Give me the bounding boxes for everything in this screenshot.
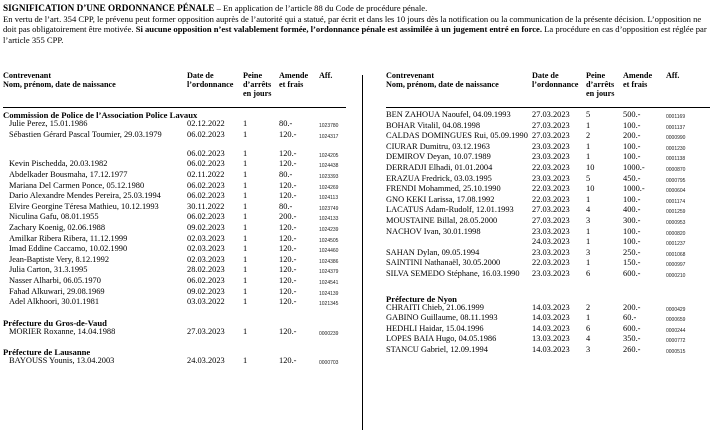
- arrest-days: 10: [586, 184, 595, 194]
- header-peine-3: en jours: [586, 89, 615, 98]
- header-amende-2: et frais: [623, 80, 648, 89]
- case-code: 0000990: [666, 135, 686, 142]
- case-code: 0000604: [666, 188, 686, 195]
- case-code: 1024460: [319, 248, 339, 255]
- case-code: 0001230: [666, 145, 686, 152]
- contravener-name: ERAZUA Fredrick, 03.03.1995: [386, 173, 492, 183]
- fine-amount: 120.-: [279, 148, 297, 158]
- contravener-name: Jean-Baptiste Very, 8.12.1992: [9, 254, 110, 264]
- table-row: [3, 277, 346, 288]
- order-date: 23.03.2023: [532, 173, 570, 183]
- table-row: [3, 224, 346, 235]
- table-row: [3, 131, 346, 150]
- table-row: [3, 120, 346, 131]
- arrest-days: 1: [243, 222, 248, 232]
- case-code: 1023393: [319, 173, 339, 180]
- order-date: 27.03.2023: [532, 215, 570, 225]
- case-code: 1024113: [319, 195, 339, 202]
- order-date: 27.03.2023: [532, 131, 570, 141]
- contravener-name: LACATUS Adam-Rudolf, 12.01.1993: [386, 205, 514, 215]
- order-date: 06.02.2023: [187, 212, 225, 222]
- arrest-days: 3: [586, 344, 591, 354]
- contravener-name: CALDAS DOMINGUES Rui, 05.09.1990: [386, 131, 528, 141]
- arrest-days: 2: [586, 302, 591, 312]
- fine-amount: 80.-: [279, 201, 293, 211]
- header-peine-1: Peine: [586, 71, 606, 80]
- order-date: 02.03.2023: [187, 254, 225, 264]
- case-code: 1024438: [319, 163, 339, 170]
- case-code: 0001068: [666, 251, 686, 258]
- arrest-days: 1: [243, 159, 248, 169]
- order-date: 06.02.2023: [187, 129, 225, 139]
- arrest-days: 3: [586, 215, 591, 225]
- arrest-days: 1: [586, 226, 591, 236]
- fine-amount: 300.-: [623, 215, 641, 225]
- order-date: 09.02.2023: [187, 286, 225, 296]
- fine-amount: 100.-: [623, 152, 641, 162]
- order-date: 06.02.2023: [187, 191, 225, 201]
- contravener-name: SAINTINI Nathanaël, 30.05.2000: [386, 258, 501, 268]
- order-date: 22.03.2023: [532, 194, 570, 204]
- case-code: 0001138: [666, 156, 686, 163]
- column-divider: [362, 75, 363, 430]
- notice-paragraph: En vertu de l’art. 354 CPP, le prévenu peut former opposition auprès de l’autorité qui a statué, par écrit et dans les 10 jours dès la notification ou la communication de la présente décision. L’opposition ne doit pas obligatoirement être motivée.: [3, 13, 702, 35]
- contravener-name: Kevin Pischedda, 20.03.1982: [9, 159, 108, 169]
- order-date: 28.02.2023: [187, 265, 225, 275]
- case-code: 1024541: [319, 279, 339, 286]
- order-date: 14.03.2023: [532, 344, 570, 354]
- arrest-days: 1: [243, 201, 248, 211]
- fine-amount: 120.-: [279, 356, 297, 366]
- arrest-days: 1: [243, 129, 248, 139]
- header-peine-1: Peine: [243, 71, 263, 80]
- contravener-name: Imad Eddine Caccamo, 10.02.1990: [9, 244, 128, 254]
- case-code: 0001259: [666, 209, 686, 216]
- contravener-name: MORIER Roxanne, 14.04.1988: [9, 326, 116, 336]
- fine-amount: 120.-: [279, 265, 297, 275]
- fine-amount: 100.-: [623, 120, 641, 130]
- arrest-days: 1: [243, 119, 248, 128]
- fine-amount: 120.-: [279, 129, 297, 139]
- arrest-days: 1: [586, 141, 591, 151]
- fine-amount: 120.-: [279, 254, 297, 264]
- case-code: 1021345: [319, 301, 339, 308]
- contravener-name: Julia Carton, 31.3.1995: [9, 265, 88, 275]
- order-date: 13.03.2023: [532, 334, 570, 344]
- fine-amount: 120.-: [279, 244, 297, 254]
- arrest-days: 1: [586, 152, 591, 162]
- arrest-days: 1: [586, 237, 591, 247]
- fine-amount: 1000.-: [623, 162, 645, 172]
- fine-amount: 200.-: [623, 302, 641, 312]
- header-rule: [3, 107, 346, 108]
- arrest-days: 4: [586, 205, 591, 215]
- case-code: 0000870: [666, 166, 686, 173]
- case-code: 0001169: [666, 114, 686, 120]
- header-contrevenant: Contrevenant: [3, 71, 52, 80]
- case-code: 0000997: [666, 262, 686, 269]
- case-code: 0000795: [666, 177, 686, 184]
- case-code: 1024205: [319, 152, 339, 159]
- fine-amount: 120.-: [279, 191, 297, 201]
- order-date: 23.03.2023: [532, 141, 570, 151]
- right-column: [386, 71, 710, 356]
- fine-amount: 100.-: [623, 141, 641, 151]
- header-amende-1: Amende: [279, 71, 309, 80]
- case-code: 0000703: [319, 360, 339, 367]
- header-aff: Aff.: [319, 71, 333, 80]
- fine-amount: 80.-: [279, 169, 293, 179]
- case-code: 0000429: [666, 306, 686, 313]
- table-row: [386, 111, 710, 122]
- fine-amount: 120.-: [279, 297, 297, 307]
- order-date: 23.03.2023: [532, 152, 570, 162]
- case-code: 1024505: [319, 237, 339, 244]
- arrest-days: 1: [243, 356, 248, 366]
- right-rows-nyon: [386, 304, 710, 357]
- contravener-name: NACHOV Ivan, 30.01.1998: [386, 226, 481, 236]
- contravener-name: BEN ZAHOUA Naoufel, 04.09.1993: [386, 110, 511, 119]
- fine-amount: 600.-: [623, 268, 641, 278]
- arrest-days: 1: [243, 265, 248, 275]
- notice-paragraph-bold: Si aucune opposition n’est valablement formée, l’ordonnance pénale est assimilée à un jugement entré en force.: [135, 24, 543, 35]
- order-date: 14.03.2023: [532, 313, 570, 323]
- contravener-name: Dario Alexandre Mendes Pereira, 25.03.1994: [9, 191, 161, 201]
- fine-amount: 120.-: [279, 159, 297, 169]
- right-rows-main: [386, 111, 710, 281]
- arrest-days: 3: [586, 247, 591, 257]
- arrest-days: 1: [586, 194, 591, 204]
- contravener-name: Sébastien Gérard Pascal Toumier, 29.03.1979: [9, 129, 162, 139]
- arrest-days: 1: [586, 120, 591, 130]
- contravener-name: FRENDI Mohammed, 25.10.1990: [386, 184, 501, 194]
- fine-amount: 250.-: [623, 247, 641, 257]
- section-nyon: Préfecture de Nyon: [386, 293, 457, 304]
- fine-amount: 200.-: [279, 212, 297, 222]
- order-date: 24.03.2023: [187, 356, 225, 366]
- fine-amount: 120.-: [279, 180, 297, 190]
- right-table-header: [386, 71, 710, 109]
- case-code: 1023749: [319, 205, 339, 212]
- contravener-name: Zachary Koenig, 02.06.1988: [9, 222, 106, 232]
- contravener-name: GNO KEKI Larissa, 17.08.1992: [386, 194, 495, 204]
- arrest-days: 1: [243, 286, 248, 296]
- contravener-name: DEMIROV Deyan, 10.07.1989: [386, 152, 491, 162]
- table-row: [386, 164, 710, 175]
- case-code: 1024317: [319, 133, 339, 140]
- order-date: 27.03.2023: [532, 110, 570, 119]
- arrest-days: 1: [243, 244, 248, 254]
- contravener-name: BAYOUSS Younis, 13.04.2003: [9, 356, 115, 366]
- header-amende-2: et frais: [279, 80, 304, 89]
- arrest-days: 1: [243, 254, 248, 264]
- contravener-name: MOUSTAINE Billal, 28.05.2000: [386, 215, 498, 225]
- header-name: Nom, prénom, date de naissance: [3, 80, 116, 89]
- order-date: 22.03.2023: [532, 184, 570, 194]
- contravener-name: Nasser Alharbi, 06.05.1970: [9, 275, 101, 285]
- case-code: 0000953: [666, 219, 686, 226]
- case-code: 0000659: [666, 317, 686, 324]
- header-date-2: l’ordonnance: [532, 80, 579, 89]
- contravener-name: STANCU Gabriel, 12.09.1994: [386, 344, 488, 354]
- header-rule: [386, 107, 710, 108]
- header-date-1: Date de: [532, 71, 559, 80]
- contravener-name: CHRAITI Chieb, 21.06.1999: [386, 302, 484, 312]
- fine-amount: 120.-: [279, 286, 297, 296]
- case-code: 0000210: [666, 272, 686, 279]
- header-peine-2: d’arrêts: [586, 80, 615, 89]
- order-date: 30.11.2022: [187, 201, 225, 211]
- fine-amount: 100.-: [623, 194, 641, 204]
- header-amende-1: Amende: [623, 71, 653, 80]
- order-date: 06.02.2023: [187, 180, 225, 190]
- left-rows-lausanne: [3, 357, 346, 368]
- case-code: 0000772: [666, 338, 686, 345]
- fine-amount: 600.-: [623, 323, 641, 333]
- case-code: 0000244: [666, 327, 686, 334]
- order-date: 23.03.2023: [532, 268, 570, 278]
- header-date-2: l’ordonnance: [187, 80, 234, 89]
- order-date: 14.03.2023: [532, 323, 570, 333]
- order-date: 14.03.2023: [532, 302, 570, 312]
- contravener-name: LOPES BAIA Hugo, 04.05.1986: [386, 334, 497, 344]
- contravener-name: SAHAN Dylan, 09.05.1994: [386, 247, 480, 257]
- fine-amount: 150.-: [623, 258, 641, 268]
- order-date: 02.11.2022: [187, 169, 225, 179]
- contravener-name: BOHAR Vitalil, 04.08.1998: [386, 120, 481, 130]
- arrest-days: 4: [586, 334, 591, 344]
- left-table-header: [3, 71, 346, 109]
- fine-amount: 120.-: [279, 326, 297, 336]
- contravener-name: Amilkar Ribera Ribera, 11.12.1999: [9, 233, 128, 243]
- order-date: 02.12.2022: [187, 119, 225, 128]
- case-code: 0001174: [666, 198, 686, 205]
- arrest-days: 6: [586, 323, 591, 333]
- order-date: 06.02.2023: [187, 159, 225, 169]
- notice-title-rest: – En application de l’article 88 du Code de procédure pénale.: [214, 3, 428, 13]
- left-rows-lavaux: [3, 120, 346, 309]
- contravener-name: Abdelkader Bousmaha, 17.12.1977: [9, 169, 128, 179]
- order-date: 03.03.2022: [187, 297, 225, 307]
- contravener-name: Elvire Georgine Téresa Mathieu, 10.12.1993: [9, 201, 159, 211]
- arrest-days: 1: [243, 297, 248, 307]
- fine-amount: 80.-: [279, 119, 293, 128]
- arrest-days: 1: [243, 169, 248, 179]
- case-code: 1024379: [319, 269, 339, 276]
- fine-amount: 400.-: [623, 205, 641, 215]
- header-name: Nom, prénom, date de naissance: [386, 80, 499, 89]
- case-code: 1024239: [319, 226, 339, 233]
- contravener-name: GABINO Guillaume, 08.11.1993: [386, 313, 498, 323]
- case-code: 0000515: [666, 348, 686, 355]
- order-date: 23.03.2023: [532, 247, 570, 257]
- contravener-name: Adel Alkhoori, 30.01.1981: [9, 297, 100, 307]
- order-date: 22.03.2023: [532, 162, 570, 172]
- header-peine-2: d’arrêts: [243, 80, 272, 89]
- fine-amount: 1000.-: [623, 184, 645, 194]
- case-code: 1023780: [319, 123, 339, 129]
- fine-amount: 120.-: [279, 275, 297, 285]
- contravener-name: Niculina Gafu, 08.01.1955: [9, 212, 99, 222]
- arrest-days: 1: [243, 326, 248, 336]
- contravener-name: SILVA SEMEDO Stéphane, 16.03.1990: [386, 268, 520, 278]
- case-code: 1024139: [319, 290, 339, 297]
- arrest-days: 6: [586, 268, 591, 278]
- arrest-days: 1: [243, 148, 248, 158]
- order-date: 23.03.2023: [532, 226, 570, 236]
- arrest-days: 1: [243, 191, 248, 201]
- fine-amount: 500.-: [623, 110, 641, 119]
- arrest-days: 1: [243, 275, 248, 285]
- arrest-days: 5: [586, 173, 591, 183]
- case-code: 1024269: [319, 184, 339, 191]
- order-date: 09.02.2023: [187, 222, 225, 232]
- case-code: 1024386: [319, 258, 339, 265]
- left-column: [3, 71, 346, 368]
- fine-amount: 60.-: [623, 313, 637, 323]
- table-row: [3, 357, 346, 368]
- arrest-days: 2: [586, 131, 591, 141]
- case-code: 0000239: [319, 330, 339, 337]
- contravener-name: HEDHLI Haidar, 15.04.1996: [386, 323, 484, 333]
- arrest-days: 5: [586, 110, 591, 119]
- section-gros-de-vaud: Préfecture du Gros-de-Vaud: [3, 317, 107, 328]
- order-date: 27.03.2023: [532, 205, 570, 215]
- left-rows-gros-de-vaud: [3, 328, 346, 339]
- case-code: 0001137: [666, 124, 686, 131]
- arrest-days: 1: [243, 212, 248, 222]
- header-aff: Aff.: [666, 71, 680, 80]
- order-date: 27.03.2023: [532, 120, 570, 130]
- case-code: 0000820: [666, 230, 686, 237]
- arrest-days: 1: [243, 180, 248, 190]
- table-row: [386, 217, 710, 228]
- fine-amount: 200.-: [623, 131, 641, 141]
- header-date-1: Date de: [187, 71, 214, 80]
- notice-title: SIGNIFICATION D’UNE ORDONNANCE PÉNALE: [3, 3, 215, 13]
- notice-intro: [3, 3, 708, 45]
- fine-amount: 260.-: [623, 344, 641, 354]
- arrest-days: 1: [586, 258, 591, 268]
- contravener-name: CIURAR Dumitru, 03.12.1963: [386, 141, 490, 151]
- table-row: [386, 270, 710, 281]
- table-row: [3, 171, 346, 182]
- order-date: 27.03.2023: [187, 326, 225, 336]
- fine-amount: 450.-: [623, 173, 641, 183]
- fine-amount: 100.-: [623, 226, 641, 236]
- case-code: 1024133: [319, 216, 339, 223]
- header-peine-3: en jours: [243, 89, 272, 98]
- arrest-days: 1: [586, 313, 591, 323]
- fine-amount: 350.-: [623, 334, 641, 344]
- order-date: 06.02.2023: [187, 148, 225, 158]
- contravener-name: Mariana Del Carmen Ponce, 05.12.1980: [9, 180, 145, 190]
- fine-amount: 100.-: [623, 237, 641, 247]
- header-contrevenant: Contrevenant: [386, 71, 435, 80]
- contravener-name: DERRADJI Elhadi, 01.01.2004: [386, 162, 493, 172]
- fine-amount: 120.-: [279, 222, 297, 232]
- section-police-lavaux: Commission de Police de l’Association Police Lavaux: [3, 110, 198, 120]
- table-row: [3, 298, 346, 309]
- order-date: 24.03.2023: [532, 237, 570, 247]
- arrest-days: 10: [586, 162, 595, 172]
- notice-paragraph-end: La procédure en cas d’opposition est réglée par l’article 355 CPP.: [3, 24, 707, 45]
- table-row: [3, 328, 346, 339]
- fine-amount: 120.-: [279, 233, 297, 243]
- section-lausanne: Préfecture de Lausanne: [3, 347, 91, 358]
- contravener-name: Julie Perez, 15.01.1986: [9, 119, 88, 128]
- arrest-days: 1: [243, 233, 248, 243]
- order-date: 06.02.2023: [187, 275, 225, 285]
- order-date: 02.03.2023: [187, 233, 225, 243]
- contravener-name: Fahad Alkuwari, 29.08.1969: [9, 286, 105, 296]
- order-date: 22.03.2023: [532, 258, 570, 268]
- case-code: 0001237: [666, 241, 686, 248]
- table-row: [386, 346, 710, 357]
- order-date: 02.03.2023: [187, 244, 225, 254]
